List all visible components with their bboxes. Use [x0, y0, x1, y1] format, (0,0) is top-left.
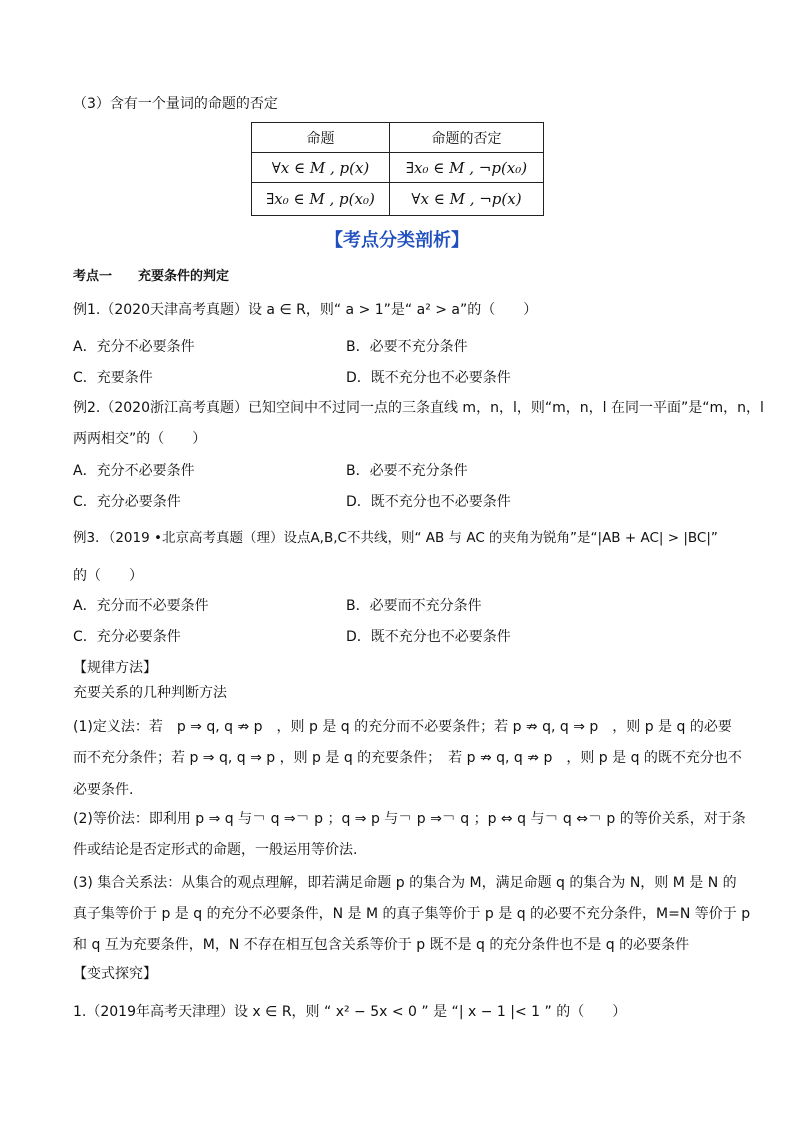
kaodian-heading: 考点一 充要条件的判定: [73, 269, 230, 284]
table-header-cell: 命题: [252, 123, 390, 153]
table-cell: ∀x ∈ M , p(x): [252, 153, 390, 183]
example-3-option-d: D．既不充分也不必要条件: [346, 629, 511, 645]
example-1-option-b: B．必要不充分条件: [346, 339, 468, 355]
method-text-line: (1)定义法：若 p ⇒ q, q ⇏ p ，则 p 是 q 的充分而不必要条件；若 p ⇏ q, q ⇒ p ，则 p 是 q 的必要: [73, 719, 732, 735]
variation-1-stem: 1.（2019年高考天津理）设 x ∈ R，则 “ x² − 5x < 0 ” 是 “| x − 1 |< 1 ” 的（ ）: [73, 1004, 627, 1020]
example-3-option-c: C．充分必要条件: [73, 629, 181, 645]
method-heading: 【规律方法】: [73, 660, 157, 676]
example-2-option-d: D．既不充分也不必要条件: [346, 494, 511, 510]
table-row: [252, 183, 544, 216]
method-text-line: 真子集等价于 p 是 q 的充分不必要条件，N 是 M 的真子集等价于 p 是 q 的必要不充分条件，M=N 等价于 p: [73, 906, 751, 922]
example-2-option-b: B．必要不充分条件: [346, 463, 468, 479]
method-text-line: 而不充分条件；若 p ⇒ q, q ⇒ p ，则 p 是 q 的充要条件； 若 p ⇏ q, q ⇏ p ，则 p 是 q 的既不充分也不: [73, 750, 742, 766]
table-header-row: [252, 123, 544, 153]
example-1-option-a: A．充分不必要条件: [73, 339, 195, 355]
method-text-line: 件或结论是否定形式的命题，一般运用等价法.: [73, 842, 358, 858]
example-1-option-c: C．充要条件: [73, 370, 153, 386]
table-cell: ∃x₀ ∈ M , p(x₀): [252, 183, 390, 216]
table-row: [252, 153, 544, 183]
example-3-option-a: A．充分而不必要条件: [73, 598, 209, 614]
variation-heading: 【变式探究】: [73, 966, 157, 982]
table-cell: ∃x₀ ∈ M , ¬p(x₀): [390, 153, 544, 183]
analysis-heading: 【考点分类剖析】: [325, 230, 469, 251]
table-header-cell: 命题的否定: [390, 123, 544, 153]
method-text-line: (3) 集合关系法：从集合的观点理解，即若满足命题 p 的集合为 M，满足命题 q 的集合为 N，则 M 是 N 的: [73, 875, 737, 891]
example-3-stem-cont: 的（ ）: [73, 568, 143, 584]
method-text-line: 和 q 互为充要条件，M，N 不存在相互包含关系等价于 p 既不是 q 的充分条件也不是 q 的必要条件: [73, 937, 690, 953]
method-text-line: (2)等价法：即利用 p ⇒ q 与￢ q ⇒￢ p ；q ⇒ p 与￢ p ⇒￢ q ；p ⇔ q 与￢ q ⇔￢ p 的等价关系，对于条: [73, 811, 746, 827]
method-text-line: 必要条件.: [73, 782, 134, 798]
negation-table: [251, 122, 544, 216]
example-2-stem-cont: 两两相交”的（ ）: [73, 431, 207, 447]
example-1-option-d: D．既不充分也不必要条件: [346, 370, 511, 386]
example-2-stem: 例2.（2020浙江高考真题）已知空间中不过同一点的三条直线 m，n，l，则“m，n，l 在同一平面”是“m，n，l: [73, 400, 764, 416]
example-2-option-c: C．充分必要条件: [73, 494, 181, 510]
example-1-stem: 例1.（2020天津高考真题）设 a ∈ R，则“ a > 1”是“ a² > a”的（ ）: [73, 302, 538, 318]
example-2-option-a: A．充分不必要条件: [73, 463, 195, 479]
section-title: （3）含有一个量词的命题的否定: [73, 96, 278, 112]
table-cell: ∀x ∈ M , ¬p(x): [390, 183, 544, 216]
example-3-option-b: B．必要而不充分条件: [346, 598, 482, 614]
method-subheading: 充要关系的几种判断方法: [73, 685, 227, 701]
example-3-stem: 例3．（2019 •北京高考真题（理）设点A,B,C不共线，则“ AB 与 AC 的夹角为锐角”是“|AB + AC| > |BC|”: [73, 530, 718, 546]
